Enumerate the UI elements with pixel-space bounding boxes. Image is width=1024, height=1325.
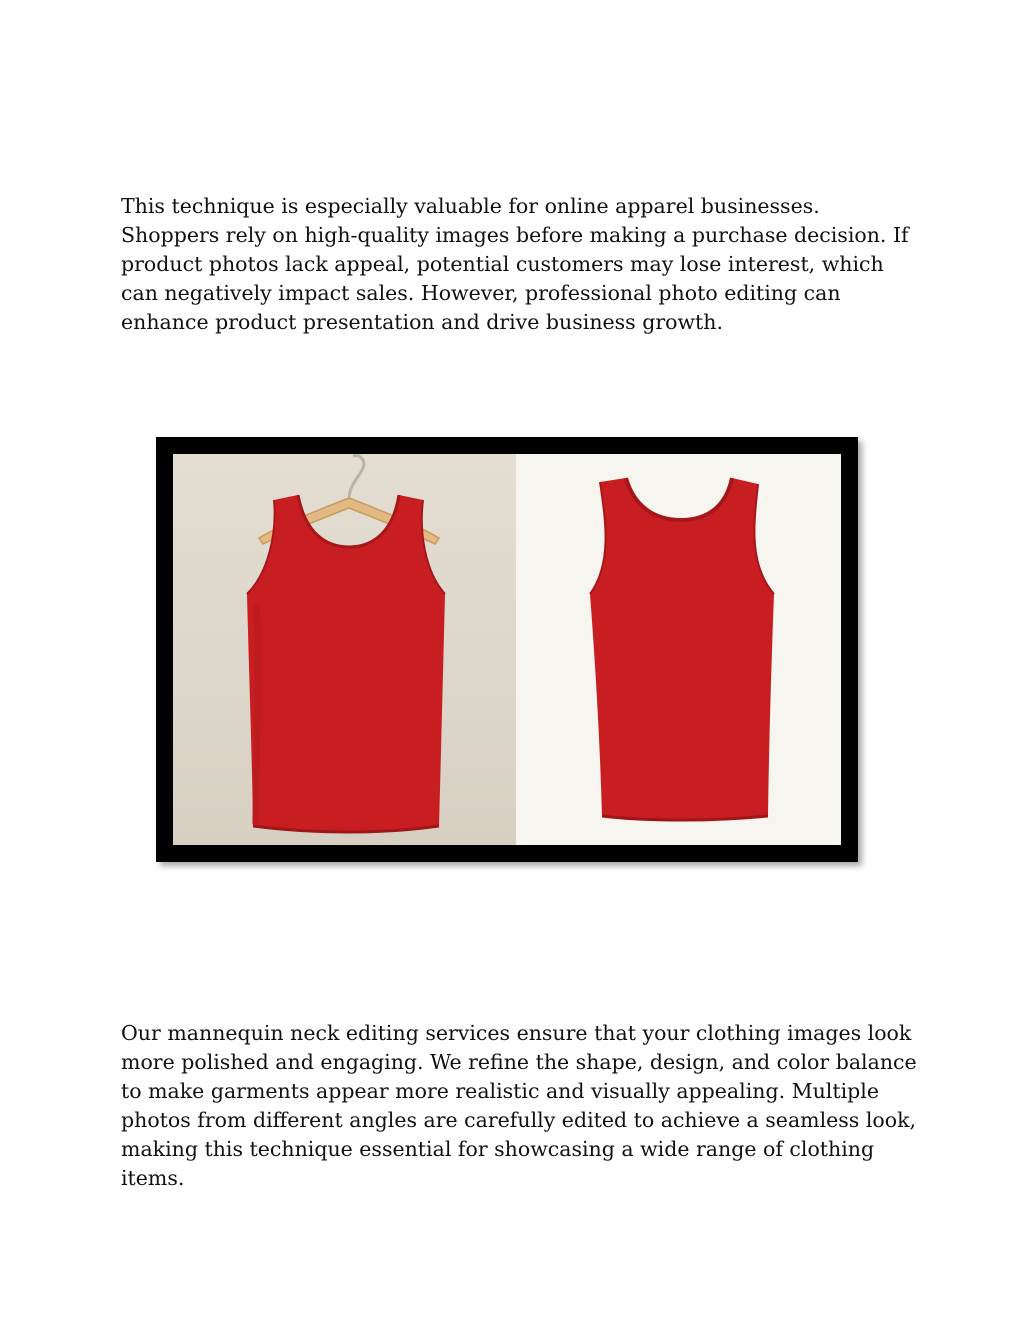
paragraph-line: items. xyxy=(121,1166,185,1190)
paragraph-line: to make garments appear more realistic and visually appealing. Multiple xyxy=(121,1079,879,1103)
paragraph-line: enhance product presentation and drive business growth. xyxy=(121,310,723,334)
tank-top xyxy=(590,478,774,820)
tank-top-on-hanger-image xyxy=(173,454,516,845)
paragraph-line: Shoppers rely on high-quality images before making a purchase decision. If xyxy=(121,223,909,247)
after-panel xyxy=(516,454,841,845)
fabric-shadow xyxy=(255,604,258,824)
before-after-photo xyxy=(156,437,858,862)
before-panel xyxy=(173,454,516,845)
paragraph-line: more polished and engaging. We refine the shape, design, and color balance xyxy=(121,1050,917,1074)
services-paragraph xyxy=(121,1019,921,1193)
photo-content xyxy=(173,454,841,845)
paragraph-line: photos from different angles are carefully edited to achieve a seamless look, xyxy=(121,1108,917,1132)
paragraph-line: can negatively impact sales. However, professional photo editing can xyxy=(121,281,841,305)
intro-paragraph xyxy=(121,192,921,337)
hanger-hook xyxy=(349,456,364,500)
paragraph-line: making this technique essential for showcasing a wide range of clothing xyxy=(121,1137,875,1161)
paragraph-line: Our mannequin neck editing services ensure that your clothing images look xyxy=(121,1021,912,1045)
paragraph-line: This technique is especially valuable for online apparel businesses. xyxy=(121,194,820,218)
edited-tank-top-image xyxy=(516,454,841,845)
paragraph-line: product photos lack appeal, potential customers may lose interest, which xyxy=(121,252,884,276)
